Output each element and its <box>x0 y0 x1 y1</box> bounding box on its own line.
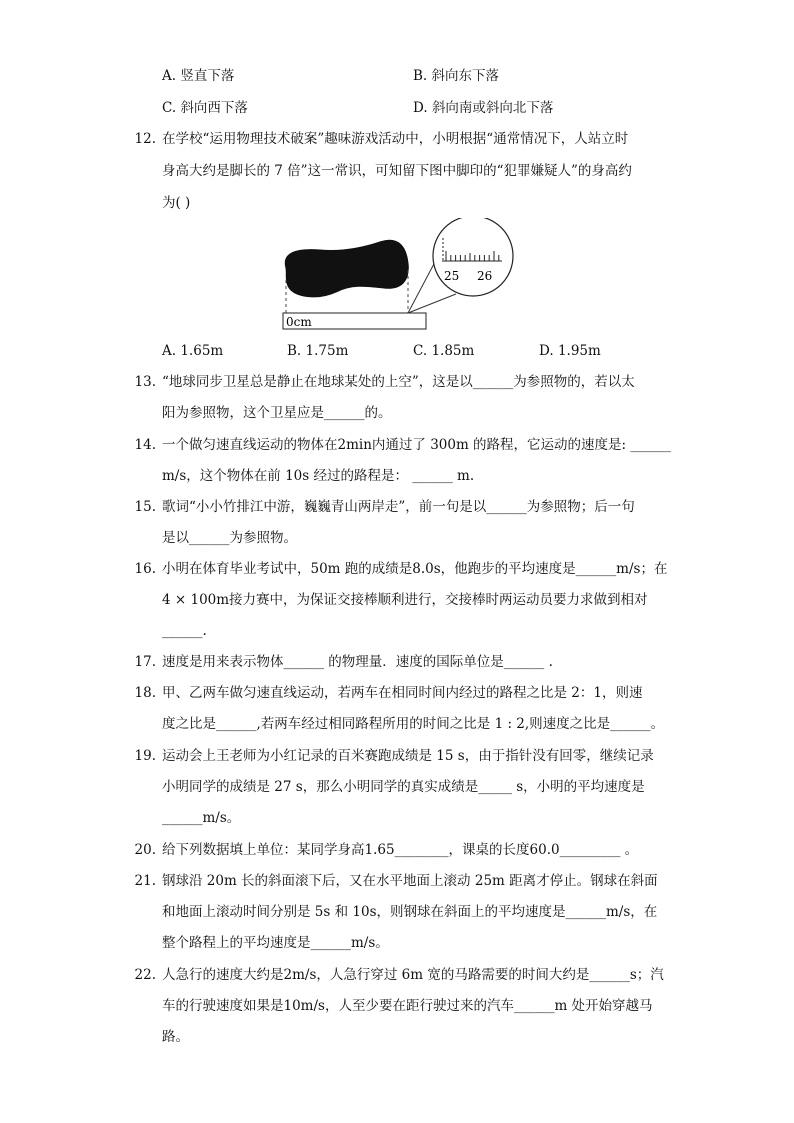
q16-number: 16. <box>134 561 156 577</box>
q21-number: 21. <box>134 873 156 889</box>
q20-number: 20. <box>134 842 156 858</box>
q22-line-2: 车的行驶速度如果是10m/s，人至少要在距行驶过来的汽车______m 处开始穿越马 <box>162 998 653 1014</box>
option-text: 1.65m <box>180 343 224 359</box>
ruler-label: 0cm <box>286 315 312 329</box>
q18-line-2: 度之比是______,若两车经过相同路程所用的时间之比是 1 : 2,则速度之比是______。 <box>162 716 665 732</box>
q21-line-1: 钢球沿 20m 长的斜面滚下后，又在水平地面上滚动 25m 距离才停止。钢球在斜面 <box>162 873 658 889</box>
footprint-shape <box>285 240 408 297</box>
connector-top <box>408 260 436 313</box>
q19-line-3: ______m/s。 <box>162 810 241 826</box>
q18-line-1: 甲、乙两车做匀速直线运动，若两车在相同时间内经过的路程之比是 2：1，则速 <box>162 685 643 701</box>
connector-bottom <box>408 294 456 313</box>
option-label: C. <box>413 343 428 359</box>
option-label: A. <box>162 68 177 84</box>
q12-option-b <box>287 341 348 361</box>
option-label: D. <box>413 100 428 116</box>
magnifier-circle <box>433 218 513 296</box>
tick-label-26: 26 <box>477 269 493 283</box>
q22-number: 22. <box>134 967 156 983</box>
q17-number: 17. <box>134 654 156 670</box>
q16-line-3: ______. <box>162 623 207 639</box>
footprint-svg <box>280 218 524 334</box>
option-text: 竖直下落 <box>180 68 235 84</box>
q16-line-2: 4 × 100m接力赛中，为保证交接棒顺利进行，交接棒时两运动员要力求做到相对 <box>162 592 648 608</box>
q15-line-2: 是以______为参照物。 <box>162 530 297 546</box>
q14-line-1: 一个做匀速直线运动的物体在2min内通过了 300m 的路程，它运动的速度是: ______ <box>162 437 671 453</box>
q11-option-d <box>413 98 553 118</box>
q12-option-a <box>162 341 223 361</box>
q13-number: 13. <box>134 374 156 390</box>
q12-option-d <box>539 341 601 361</box>
q12-line-3: 为( ) <box>162 195 191 211</box>
q13-line-1: “地球同步卫星总是静止在地球某处的上空”，这是以______为参照物的，若以太 <box>162 374 635 390</box>
option-text: 斜向东下落 <box>431 68 500 84</box>
option-label: C. <box>162 100 177 116</box>
option-text: 1.85m <box>431 343 475 359</box>
q17-line-1: 速度是用来表示物体______ 的物理量．速度的国际单位是______ . <box>162 654 553 670</box>
q22-line-1: 人急行的速度大约是2m/s，人急行穿过 6m 宽的马路需要的时间大约是______s；汽 <box>162 967 664 983</box>
q12-line-2: 身高大约是脚长的 7 倍”这一常识，可知留下图中脚印的“犯罪嫌疑人”的身高约 <box>162 163 632 179</box>
q15-line-1: 歌词“小小竹排江中游，巍巍青山两岸走”，前一句是以______为参照物；后一句 <box>162 499 635 515</box>
q11-option-c <box>162 98 248 118</box>
q18-number: 18. <box>134 685 156 701</box>
q12-line-1: 在学校“运用物理技术破案”趣味游戏活动中，小明根据“通常情况下，人站立时 <box>162 131 629 147</box>
option-text: 斜向西下落 <box>180 100 248 116</box>
q19-line-1: 运动会上王老师为小红记录的百米赛跑成绩是 15 s，由于指针没有回零，继续记录 <box>162 748 654 764</box>
q19-line-2: 小明同学的成绩是 27 s，那么小明同学的真实成绩是_____ s，小明的平均速度是 <box>162 779 645 795</box>
q16-line-1: 小明在体育毕业考试中，50m 跑的成绩是8.0s，他跑步的平均速度是______m/s；在 <box>162 561 668 577</box>
option-label: A. <box>162 343 177 359</box>
option-label: D. <box>539 343 554 359</box>
q11-option-a <box>162 66 234 86</box>
option-label: B. <box>287 343 302 359</box>
option-text: 1.95m <box>557 343 601 359</box>
q13-line-2: 阳为参照物，这个卫星应是______的。 <box>162 405 392 421</box>
option-text: 斜向南或斜向北下落 <box>431 100 554 116</box>
q21-line-2: 和地面上滚动时间分别是 5s 和 10s，则钢球在斜面上的平均速度是______m/s，在 <box>162 904 658 920</box>
option-label: B. <box>413 68 428 84</box>
q11-option-b <box>413 66 499 86</box>
q14-number: 14. <box>134 437 156 453</box>
q20-line-1: 给下列数据填上单位：某同学身高1.65________，课桌的长度60.0_________ 。 <box>162 842 639 858</box>
q12-number: 12. <box>134 131 156 147</box>
tick-label-25: 25 <box>444 269 460 283</box>
q19-number: 19. <box>134 748 156 764</box>
footprint-figure <box>280 218 524 334</box>
q22-line-3: 路。 <box>162 1029 189 1045</box>
q14-line-2: m/s，这个物体在前 10s 经过的路程是： ______ m. <box>162 468 475 484</box>
q15-number: 15. <box>134 499 156 515</box>
q21-line-3: 整个路程上的平均速度是______m/s。 <box>162 935 389 951</box>
q12-option-c <box>413 341 474 361</box>
option-text: 1.75m <box>305 343 349 359</box>
